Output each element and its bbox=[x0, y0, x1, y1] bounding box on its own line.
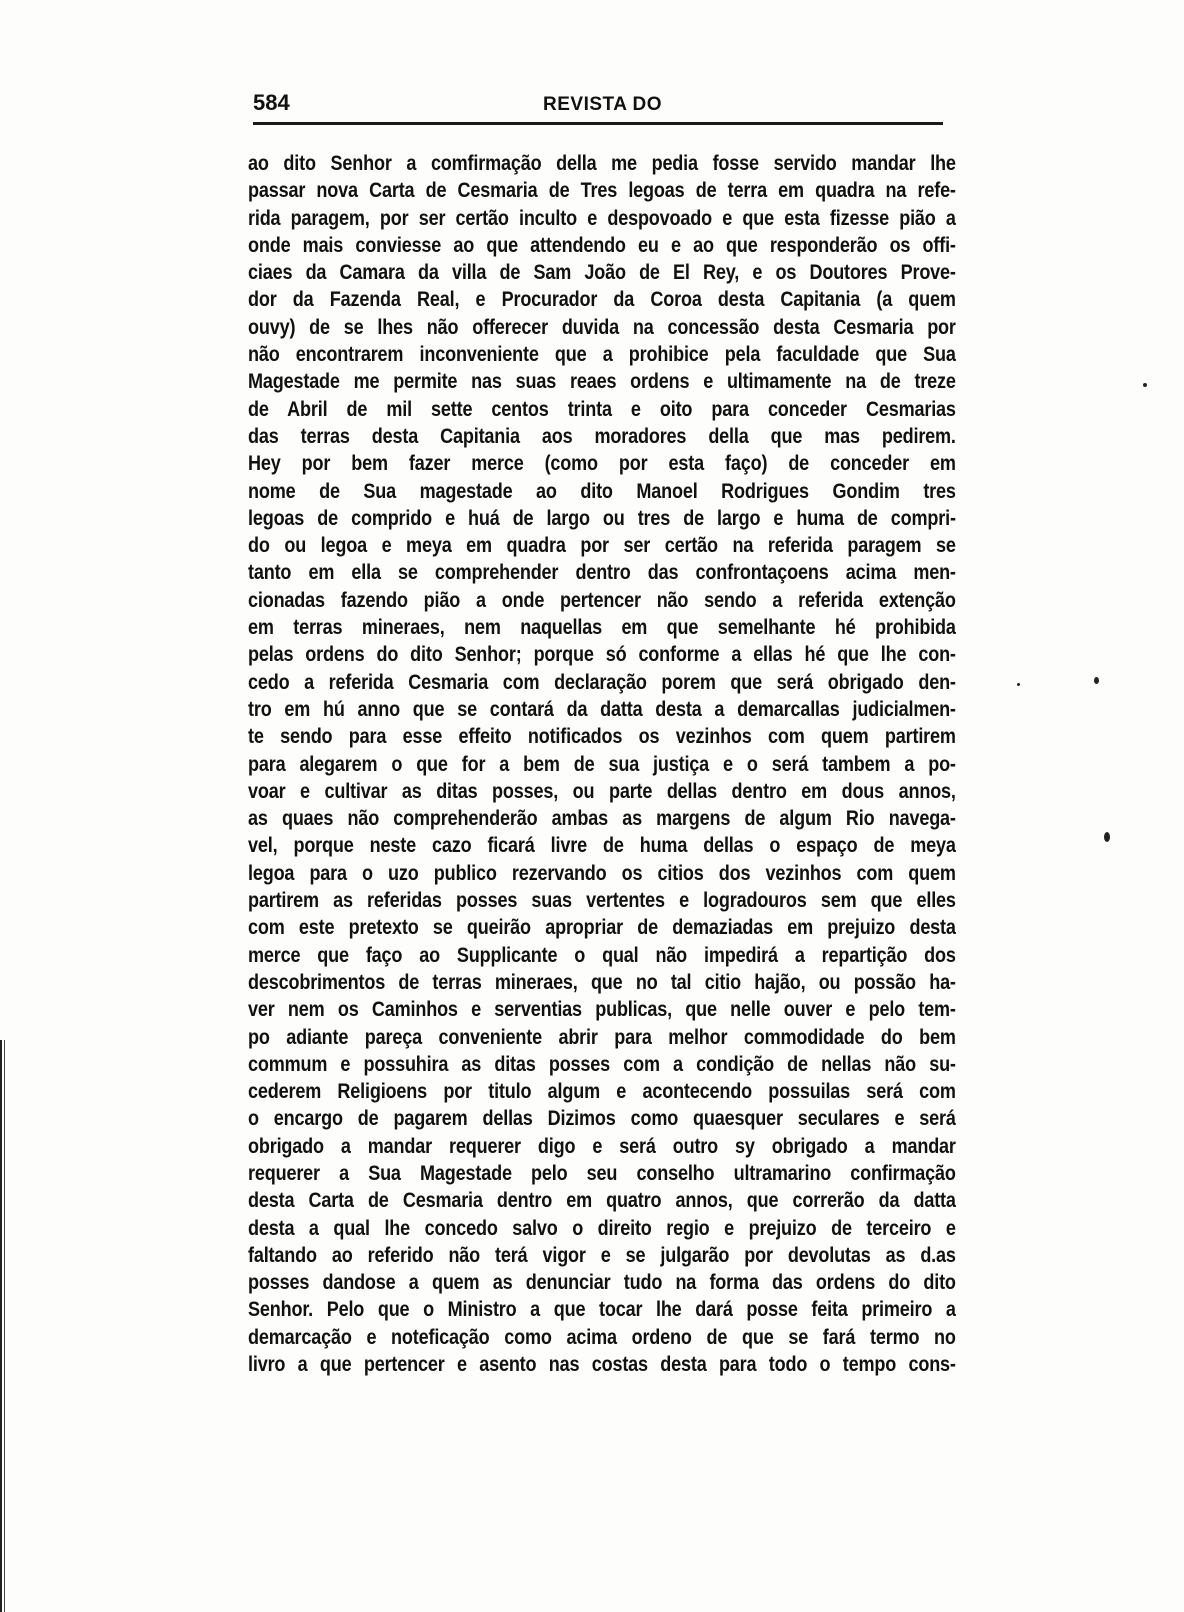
text-line: demarcação e noteficação como acima ordeno de que se fará termo no bbox=[248, 1325, 956, 1349]
text-line: do ou legoa e meya em quadra por ser certão na referida paragem se bbox=[248, 534, 956, 558]
text-line: ver nem os Caminhos e serventias publicas, que nelle ouver e pelo tem- bbox=[248, 998, 956, 1022]
text-line: ouvy) de se lhes não offerecer duvida na concessão desta Cesmaria por bbox=[248, 315, 956, 339]
text-line: cederem Religioens por titulo algum e acontecendo possuilas será com bbox=[248, 1080, 956, 1104]
page-header bbox=[253, 88, 943, 124]
text-line: te sendo para esse effeito notificados os vezinhos com quem partirem bbox=[248, 725, 956, 749]
text-line: cionadas fazendo pião a onde pertencer não sendo a referida extenção bbox=[248, 588, 956, 612]
text-line: passar nova Carta de Cesmaria de Tres legoas de terra em quadra na refe- bbox=[248, 179, 956, 203]
text-line: obrigado a mandar requerer digo e será outro sy obrigado a mandar bbox=[248, 1134, 956, 1158]
text-line: tro em hú anno que se contará da datta desta a demarcallas judicialmen- bbox=[248, 697, 956, 721]
text-line: em terras mineraes, nem naquellas em que semelhante hé prohibida bbox=[248, 616, 956, 640]
text-line: faltando ao referido não terá vigor e se julgarão por devolutas as d.as bbox=[248, 1243, 956, 1267]
text-line: desta Carta de Cesmaria dentro em quatro annos, que correrão da datta bbox=[248, 1189, 956, 1213]
page-spine-edge bbox=[0, 1040, 8, 1612]
text-line: legoas de comprido e huá de largo ou tres de largo e huma de compri- bbox=[248, 506, 956, 530]
text-line: onde mais conviesse ao que attendendo eu e ao que responderão os offi- bbox=[248, 233, 956, 257]
text-line: legoa para o uzo publico rezervando os citios dos vezinhos com quem bbox=[248, 861, 956, 885]
text-line: descobrimentos de terras mineraes, que no tal citio hajão, ou possão ha- bbox=[248, 970, 956, 994]
text-line: para alegarem o que for a bem de sua justiça e o será tambem a po- bbox=[248, 752, 956, 776]
text-line: vel, porque neste cazo ficará livre de huma dellas o espaço de meya bbox=[248, 834, 956, 858]
text-line: tanto em ella se comprehender dentro das confrontaçoens acima men- bbox=[248, 561, 956, 585]
text-line: Hey por bem fazer merce (como por esta faço) de conceder em bbox=[248, 452, 956, 476]
text-line: não encontrarem inconveniente que a prohibice pela faculdade que Sua bbox=[248, 343, 956, 367]
text-line: nome de Sua magestade ao dito Manoel Rodrigues Gondim tres bbox=[248, 479, 956, 503]
text-line: merce que faço ao Supplicante o qual não impedirá a repartição dos bbox=[248, 943, 956, 967]
running-head: REVISTA DO bbox=[543, 94, 663, 115]
text-line: rida paragem, por ser certão inculto e despovoado e que esta fizesse pião a bbox=[248, 206, 956, 230]
text-line: as quaes não comprehenderão ambas as margens de algum Rio navega- bbox=[248, 807, 956, 831]
text-line: partirem as referidas posses suas vertentes e logradouros sem que elles bbox=[248, 889, 956, 913]
text-line: ao dito Senhor a comfirmação della me pedia fosse servido mandar lhe bbox=[248, 152, 956, 175]
ink-speck bbox=[1017, 683, 1020, 686]
page-number: 584 bbox=[253, 90, 290, 115]
text-line: pelas ordens do dito Senhor; porque só conforme a ellas hé que lhe con- bbox=[248, 643, 956, 667]
text-line: voar e cultivar as ditas posses, ou parte dellas dentro em dous annos, bbox=[248, 779, 956, 803]
ink-speck bbox=[1104, 832, 1110, 842]
text-line: commum e possuhira as ditas posses com a condição de nellas não su- bbox=[248, 1052, 956, 1076]
text-line: das terras desta Capitania aos moradores della que mas pedirem. bbox=[248, 424, 956, 448]
text-line: livro a que pertencer e asento nas costas desta para todo o tempo cons- bbox=[248, 1353, 956, 1377]
ink-speck bbox=[1143, 383, 1147, 387]
text-line: posses dandose a quem as denunciar tudo na forma das ordens do dito bbox=[248, 1271, 956, 1295]
ink-speck bbox=[1094, 677, 1099, 684]
text-line: ciaes da Camara da villa de Sam João de El Rey, e os Doutores Prove- bbox=[248, 261, 956, 285]
text-line: Magestade me permite nas suas reaes ordens e ultimamente na de treze bbox=[248, 370, 956, 394]
text-line: o encargo de pagarem dellas Dizimos como quaesquer seculares e será bbox=[248, 1107, 956, 1131]
text-line: po adiante pareça conveniente abrir para melhor commodidade do bem bbox=[248, 1025, 956, 1049]
body-text bbox=[248, 150, 956, 1378]
text-line: com este pretexto se queirão apropriar de demaziadas em prejuizo desta bbox=[248, 916, 956, 940]
text-line: desta a qual lhe concedo salvo o direito regio e prejuizo de terceiro e bbox=[248, 1216, 956, 1240]
text-line: de Abril de mil sette centos trinta e oito para conceder Cesmarias bbox=[248, 397, 956, 421]
text-line: requerer a Sua Magestade pelo seu conselho ultramarino confirmação bbox=[248, 1161, 956, 1185]
text-line: cedo a referida Cesmaria com declaração porem que será obrigado den- bbox=[248, 670, 956, 694]
text-line: Senhor. Pelo que o Ministro a que tocar lhe dará posse feita primeiro a bbox=[248, 1298, 956, 1322]
text-line: dor da Fazenda Real, e Procurador da Coroa desta Capitania (a quem bbox=[248, 288, 956, 312]
header-rule bbox=[253, 122, 943, 125]
